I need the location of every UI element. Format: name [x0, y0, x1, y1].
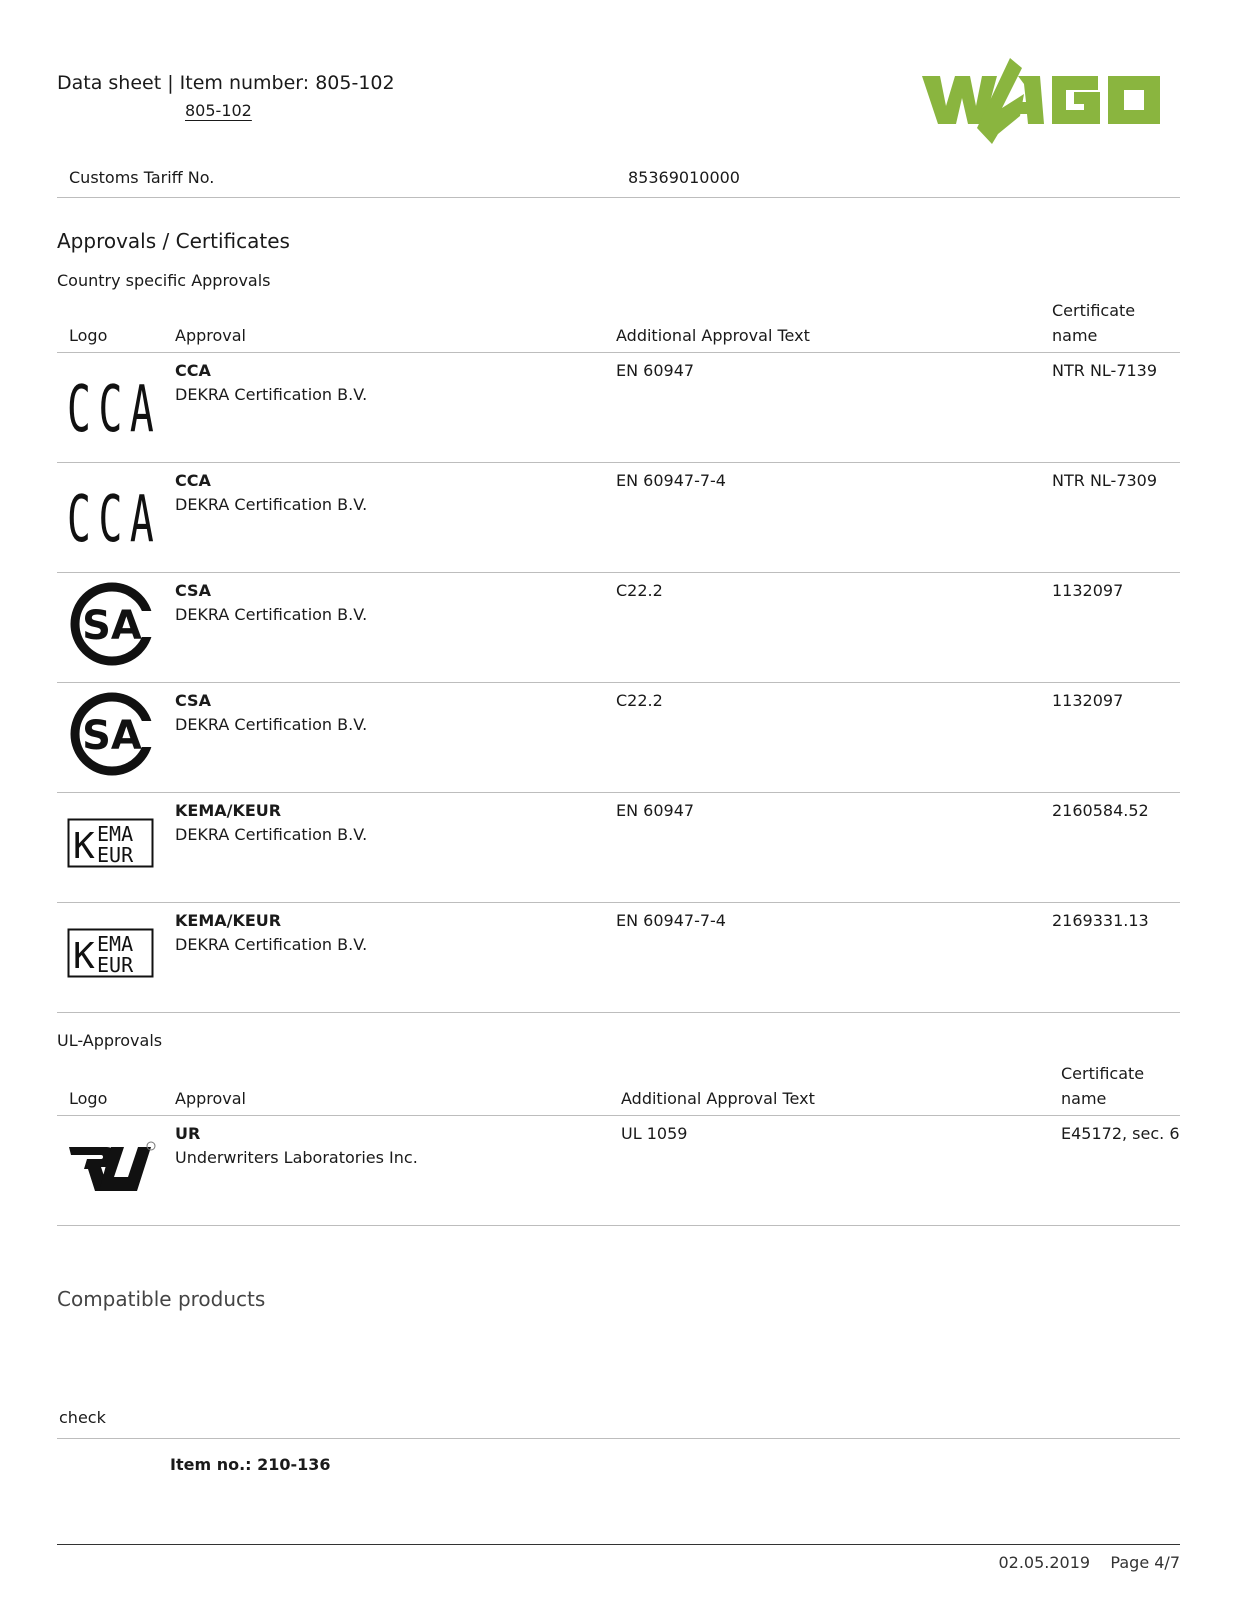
table-row [57, 352, 1180, 462]
table-row [57, 572, 1180, 682]
approval-name: KEMA/KEUR [175, 910, 282, 930]
additional-text: EN 60947 [604, 792, 1040, 902]
approval-org: DEKRA Certification B.V. [175, 824, 368, 844]
check-label: check [59, 1408, 106, 1427]
col-certificate-name: Certificate name [1040, 292, 1180, 352]
footer-page: Page 4/7 [1110, 1553, 1180, 1572]
approval-org: DEKRA Certification B.V. [175, 934, 368, 954]
approval-org: DEKRA Certification B.V. [175, 604, 368, 624]
footer [998, 1553, 1180, 1572]
csa-logo [67, 579, 157, 669]
svg-text:SA: SA [82, 602, 142, 649]
svg-text:EUR: EUR [97, 842, 134, 867]
certificate-name: NTR NL-7139 [1040, 352, 1180, 462]
col-approval: Approval [163, 292, 604, 352]
approval-org: DEKRA Certification B.V. [175, 714, 368, 734]
svg-text:SA: SA [82, 712, 142, 759]
additional-text: EN 60947-7-4 [604, 902, 1040, 1012]
kema-keur-logo [67, 928, 157, 980]
kema-keur-logo [67, 818, 157, 870]
approval-org: DEKRA Certification B.V. [175, 384, 368, 404]
country-approvals-heading: Country specific Approvals [57, 271, 271, 290]
svg-text:EMA: EMA [97, 931, 134, 956]
cca-logo [67, 369, 157, 439]
additional-text: C22.2 [604, 682, 1040, 792]
compatible-products-heading: Compatible products [57, 1287, 266, 1311]
item-number-link[interactable]: 805-102 [185, 101, 252, 120]
col-logo: Logo [57, 1055, 163, 1115]
approvals-heading: Approvals / Certificates [57, 229, 290, 253]
additional-text: EN 60947 [604, 352, 1040, 462]
col-additional-text: Additional Approval Text [604, 292, 1040, 352]
certificate-name: 2169331.13 [1040, 902, 1180, 1012]
compatible-item-number[interactable]: Item no.: 210-136 [170, 1455, 331, 1474]
svg-text:CCA: CCA [67, 371, 154, 439]
approval-name: CCA [175, 360, 211, 380]
approval-name: CCA [175, 470, 211, 490]
approval-org: Underwriters Laboratories Inc. [175, 1147, 418, 1167]
certificate-name: NTR NL-7309 [1040, 462, 1180, 572]
additional-text: EN 60947-7-4 [604, 462, 1040, 572]
svg-text:EMA: EMA [97, 821, 134, 846]
col-approval: Approval [163, 1055, 609, 1115]
csa-logo [67, 689, 157, 779]
ul-approvals-table [57, 1055, 1180, 1226]
certificate-name: 2160584.52 [1040, 792, 1180, 902]
table-row [57, 682, 1180, 792]
svg-text:EUR: EUR [97, 952, 134, 977]
approval-name: CSA [175, 690, 211, 710]
country-approvals-table [57, 292, 1180, 1013]
check-row[interactable] [57, 1404, 1180, 1439]
col-logo: Logo [57, 292, 163, 352]
customs-tariff-value: 85369010000 [628, 168, 740, 187]
approval-name: CSA [175, 580, 211, 600]
certificate-name: 1132097 [1040, 572, 1180, 682]
footer-divider [57, 1544, 1180, 1545]
certificate-name: 1132097 [1040, 682, 1180, 792]
wago-logo [922, 58, 1177, 144]
additional-text: C22.2 [604, 572, 1040, 682]
ur-logo [67, 1137, 157, 1197]
svg-text:K: K [73, 825, 95, 867]
certificate-name: E45172, sec. 6 [1049, 1115, 1180, 1225]
cca-logo [67, 479, 157, 549]
svg-text:K: K [73, 935, 95, 977]
customs-tariff-label: Customs Tariff No. [69, 168, 215, 187]
approval-org: DEKRA Certification B.V. [175, 494, 368, 514]
table-row [57, 462, 1180, 572]
ul-approvals-heading: UL-Approvals [57, 1031, 163, 1050]
footer-date: 02.05.2019 [998, 1553, 1091, 1572]
approval-name: UR [175, 1123, 201, 1143]
customs-tariff-row [57, 163, 1180, 198]
table-row [57, 902, 1180, 1012]
table-row [57, 792, 1180, 902]
approval-name: KEMA/KEUR [175, 800, 282, 820]
svg-text:CCA: CCA [67, 481, 154, 549]
page-title: Data sheet | Item number: 805-102 [57, 72, 395, 94]
col-certificate-name: Certificate name [1049, 1055, 1180, 1115]
table-row [57, 1115, 1180, 1225]
col-additional-text: Additional Approval Text [609, 1055, 1049, 1115]
additional-text: UL 1059 [609, 1115, 1049, 1225]
